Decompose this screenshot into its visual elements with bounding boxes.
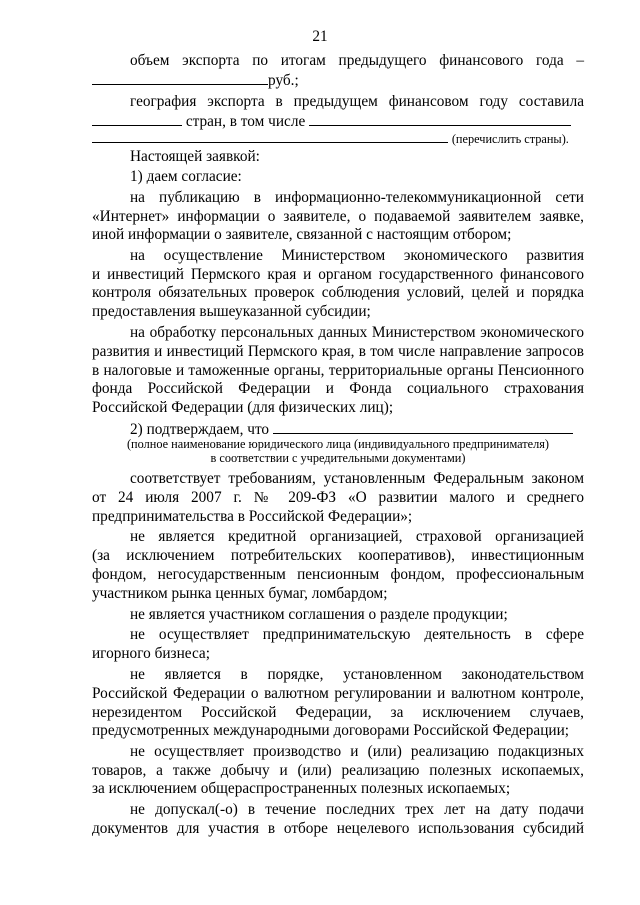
consent-p3-line: на обработку персональных данных Министерством экономического: [130, 324, 584, 341]
confirm-p1-line: предпринимательства в Российской Федерации»;: [92, 508, 413, 525]
confirm-p4-line: игорного бизнеса;: [92, 645, 210, 662]
consent-p1-line: иной информации о заявителе, связанной с настоящим отбором;: [92, 226, 512, 243]
consent-p1-line: «Интернет» информации о заявителе, о подаваемой заявителем заявке,: [92, 208, 584, 225]
confirm-p7-line: документов для участия в отборе нецелевого использования субсидий: [92, 820, 584, 837]
confirm-p6-line: за исключением общераспространенных полезных ископаемых;: [92, 780, 511, 797]
confirm-p2-line: фондом, негосударственным пенсионным фондом, профессиональным: [92, 566, 584, 583]
confirm-p6-line: товаров, а также добычу и (или) реализацию полезных ископаемых,: [92, 762, 584, 779]
confirm-p5-line: не является в порядке, установленном законодательством: [130, 666, 584, 683]
confirm-p2-line: не является кредитной организацией, страховой организацией: [130, 528, 584, 545]
consent-p3-line: в налоговые и таможенные органы, территориальные органы Пенсионного: [92, 362, 584, 379]
consent-p2-line: контроля обязательных проверок соблюдения условий, целей и порядка: [92, 284, 584, 301]
export-volume-field: [92, 71, 584, 90]
confirm-p4-line: не осуществляет предпринимательскую деятельность в сфере: [130, 626, 584, 643]
confirm-p2-line: (за исключением потребительских кооперативов), инвестиционным: [92, 547, 584, 564]
countries-count-blank: [92, 112, 182, 126]
consent-p2-line: на осуществление Министерством экономического развития: [130, 247, 584, 264]
page-number: 21: [312, 28, 328, 45]
export-geography-line: география экспорта в предыдущем финансовом году составила: [130, 93, 584, 110]
confirm-p1-line: от 24 июля 2007 г. № 209-ФЗ «О развитии малого и среднего: [92, 489, 584, 506]
consent-p1-line: на публикацию в информационно-телекоммуникационной сети: [130, 189, 584, 206]
confirm-heading: 2) подтверждаем, что: [130, 421, 270, 438]
confirm-p5-line: нерезидентом Российской Федерации, за исключением случаев,: [92, 704, 584, 721]
consent-p3-line: Российской Федерации (для физических лиц);: [92, 399, 394, 416]
applicant-name-blank: [273, 420, 573, 434]
applicant-hint-2: в соответствии с учредительными документами): [210, 451, 466, 465]
countries-hint: (перечислить страны).: [451, 132, 569, 146]
consent-p2-line: и инвестиций Пермского края и органом государственного финансового: [92, 266, 584, 283]
confirm-p6-line: не осуществляет производство и (или) реализацию подакцизных: [130, 743, 584, 760]
consent-p3-line: развития и инвестиций Пермского края, в том числе направление запросов: [92, 343, 584, 360]
confirm-p3-line: не является участником соглашения о разделе продукции;: [130, 606, 508, 623]
consent-heading: 1) даем согласие:: [130, 168, 242, 185]
confirm-p5-line: предусмотренных международными договорами Российской Федерации;: [92, 722, 570, 739]
applicant-hint-1: (полное наименование юридического лица (индивидуального предпринимателя): [126, 437, 550, 451]
export-volume-blank: [92, 71, 268, 85]
countries-list-blank-2: [92, 129, 448, 143]
confirm-p1-line: соответствует требованиям, установленным Федеральным законом: [130, 470, 584, 487]
countries-label: стран, в том числе: [185, 113, 306, 130]
currency-label: руб.;: [268, 72, 299, 89]
intro-line: Настоящей заявкой:: [130, 148, 260, 165]
countries-list-field: [92, 129, 584, 148]
confirm-p5-line: Российской Федерации о валютном регулировании и валютном контроле,: [92, 685, 584, 702]
consent-p2-line: предоставления вышеуказанной субсидии;: [92, 303, 371, 320]
confirm-p2-line: участником рынка ценных бумаг, ломбардом;: [92, 585, 388, 602]
countries-list-blank: [309, 112, 571, 126]
confirm-p7-line: не допускал(-о) в течение последних трех лет на дату подачи: [130, 801, 584, 818]
export-volume-line: объем экспорта по итогам предыдущего финансового года –: [130, 52, 584, 69]
consent-p3-line: фонда Российской Федерации и Фонда социального страхования: [92, 380, 584, 397]
